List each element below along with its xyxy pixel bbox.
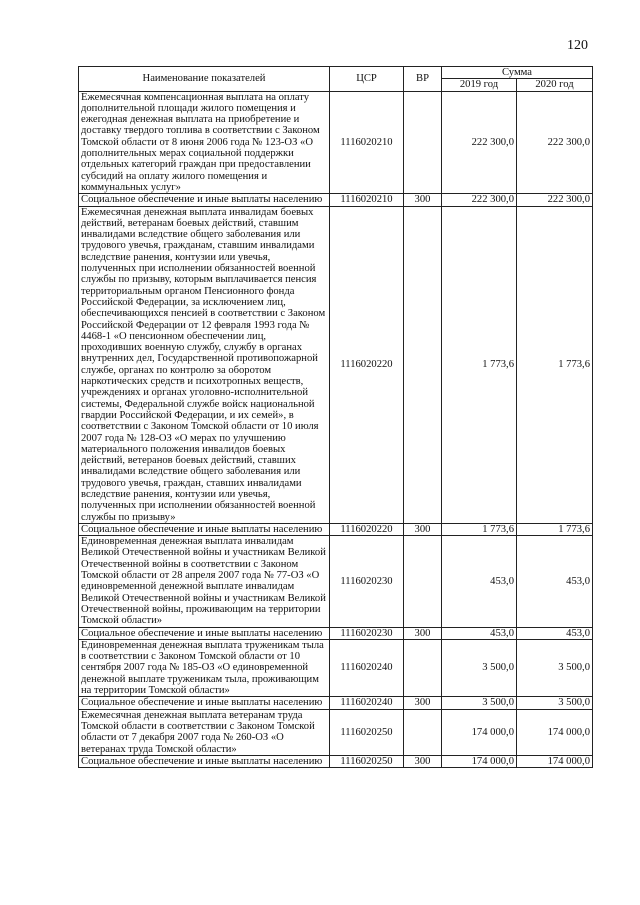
cell-2020: 3 500,0 bbox=[517, 639, 593, 696]
cell-2019: 453,0 bbox=[442, 536, 517, 627]
cell-name: Ежемесячная компенсационная выплата на оплату дополнительной площади жилого помещения и ежегодная денежная выплата на приобретение и доставку твердого топлива в соответствии с Законом Томской области от 8 июня 2006 года № 123-ОЗ «О дополнительных мерах социальной поддержки отдельных категорий граждан при предоставлении субсидий на оплату жилого помещения и коммунальных услуг» bbox=[79, 91, 330, 194]
cell-2019: 3 500,0 bbox=[442, 697, 517, 709]
cell-2019: 453,0 bbox=[442, 627, 517, 639]
table-row bbox=[79, 697, 593, 709]
cell-vr: 300 bbox=[404, 194, 442, 206]
cell-2019: 3 500,0 bbox=[442, 639, 517, 696]
cell-name: Социальное обеспечение и иные выплаты населению bbox=[79, 194, 330, 206]
cell-name: Социальное обеспечение и иные выплаты населению bbox=[79, 755, 330, 767]
cell-csr: 1116020210 bbox=[330, 194, 404, 206]
cell-vr: 300 bbox=[404, 755, 442, 767]
cell-csr: 1116020230 bbox=[330, 536, 404, 627]
cell-vr: 300 bbox=[404, 627, 442, 639]
cell-2019: 222 300,0 bbox=[442, 91, 517, 194]
table-row bbox=[79, 194, 593, 206]
cell-name: Социальное обеспечение и иные выплаты населению bbox=[79, 697, 330, 709]
cell-2020: 453,0 bbox=[517, 627, 593, 639]
cell-2019: 174 000,0 bbox=[442, 709, 517, 755]
table-row bbox=[79, 91, 593, 194]
cell-csr: 1116020240 bbox=[330, 697, 404, 709]
column-header-sum: Сумма bbox=[442, 67, 593, 79]
cell-vr bbox=[404, 91, 442, 194]
cell-name: Единовременная денежная выплата труженикам тыла в соответствии с Законом Томской области от 10 сентября 2007 года № 185-ОЗ «О единовременной денежной выплате труженикам тыла, проживающим на территории Томской области» bbox=[79, 639, 330, 696]
cell-vr bbox=[404, 206, 442, 523]
table-header bbox=[79, 67, 593, 92]
table-row bbox=[79, 709, 593, 755]
cell-csr: 1116020250 bbox=[330, 755, 404, 767]
cell-name: Ежемесячная денежная выплата инвалидам боевых действий, ветеранам боевых действий, ставшим инвалидами вследствие общего заболевания или трудового увечья, гражданам, ставшим инвалидами вследствие ранения, контузии или увечья, полученных при исполнении обязанностей военной службы по призыву, которым выплачивается пенсия территориальным органом Пенсионного фонда Российской Федерации, за исключением лиц, обеспечивающихся пенсией в соответствии с Законом Российской Федерации от 12 февраля 1993 года № 4468-1 «О пенсионном обеспечении лиц, проходивших военную службу, службу в органах внутренних дел, Государственной противопожарной службе, органах по контролю за оборотом наркотических средств и психотропных веществ, учреждениях и органах уголовно-исполнительной системы, Федеральной службе войск национальной гвардии Российской Федерации, и их семей», в соответствии с Законом Томской области от 10 июля 2007 года № 128-ОЗ «О мерах по улучшению материального положения инвалидов боевых действий, ветеранов боевых действий, ставших инвалидами вследствие общего заболевания или трудового увечья, граждан, ставших инвалидами вследствие ранения, контузии или увечья, полученных при исполнении обязанностей военной службы по призыву» bbox=[79, 206, 330, 523]
table-row bbox=[79, 639, 593, 696]
cell-2020: 3 500,0 bbox=[517, 697, 593, 709]
table-row bbox=[79, 536, 593, 627]
table-row bbox=[79, 206, 593, 523]
cell-name: Единовременная денежная выплата инвалидам Великой Отечественной войны и участникам Великой Отечественной войны в соответствии с Законом Томской области от 28 апреля 2007 года № 77-ОЗ «О единовременной денежной выплате инвалидам Великой Отечественной войны и участникам Великой Отечественной войны, проживающим на территории Томской области» bbox=[79, 536, 330, 627]
cell-name: Ежемесячная денежная выплата ветеранам труда Томской области в соответствии с Законом Томской области от 7 декабря 2007 года № 260-ОЗ «О ветеранах труда Томской области» bbox=[79, 709, 330, 755]
cell-name: Социальное обеспечение и иные выплаты населению bbox=[79, 627, 330, 639]
cell-vr bbox=[404, 536, 442, 627]
cell-2019: 174 000,0 bbox=[442, 755, 517, 767]
cell-csr: 1116020250 bbox=[330, 709, 404, 755]
cell-vr bbox=[404, 639, 442, 696]
table-row bbox=[79, 627, 593, 639]
cell-csr: 1116020220 bbox=[330, 523, 404, 535]
budget-table bbox=[78, 66, 593, 768]
cell-2020: 222 300,0 bbox=[517, 194, 593, 206]
column-header-2019: 2019 год bbox=[442, 79, 517, 91]
table-row bbox=[79, 755, 593, 767]
cell-2020: 174 000,0 bbox=[517, 709, 593, 755]
column-header-2020: 2020 год bbox=[517, 79, 593, 91]
cell-vr bbox=[404, 709, 442, 755]
cell-csr: 1116020230 bbox=[330, 627, 404, 639]
cell-2020: 1 773,6 bbox=[517, 206, 593, 523]
cell-name: Социальное обеспечение и иные выплаты населению bbox=[79, 523, 330, 535]
table-body bbox=[79, 91, 593, 768]
column-header-csr: ЦСР bbox=[330, 67, 404, 92]
column-header-vr: ВР bbox=[404, 67, 442, 92]
cell-2020: 453,0 bbox=[517, 536, 593, 627]
table-row bbox=[79, 523, 593, 535]
cell-vr: 300 bbox=[404, 523, 442, 535]
cell-csr: 1116020240 bbox=[330, 639, 404, 696]
cell-2019: 1 773,6 bbox=[442, 523, 517, 535]
cell-2020: 222 300,0 bbox=[517, 91, 593, 194]
cell-2020: 1 773,6 bbox=[517, 523, 593, 535]
page-number: 120 bbox=[567, 38, 588, 53]
cell-2019: 222 300,0 bbox=[442, 194, 517, 206]
cell-2019: 1 773,6 bbox=[442, 206, 517, 523]
cell-2020: 174 000,0 bbox=[517, 755, 593, 767]
column-header-name: Наименование показателей bbox=[79, 67, 330, 92]
cell-vr: 300 bbox=[404, 697, 442, 709]
cell-csr: 1116020210 bbox=[330, 91, 404, 194]
cell-csr: 1116020220 bbox=[330, 206, 404, 523]
